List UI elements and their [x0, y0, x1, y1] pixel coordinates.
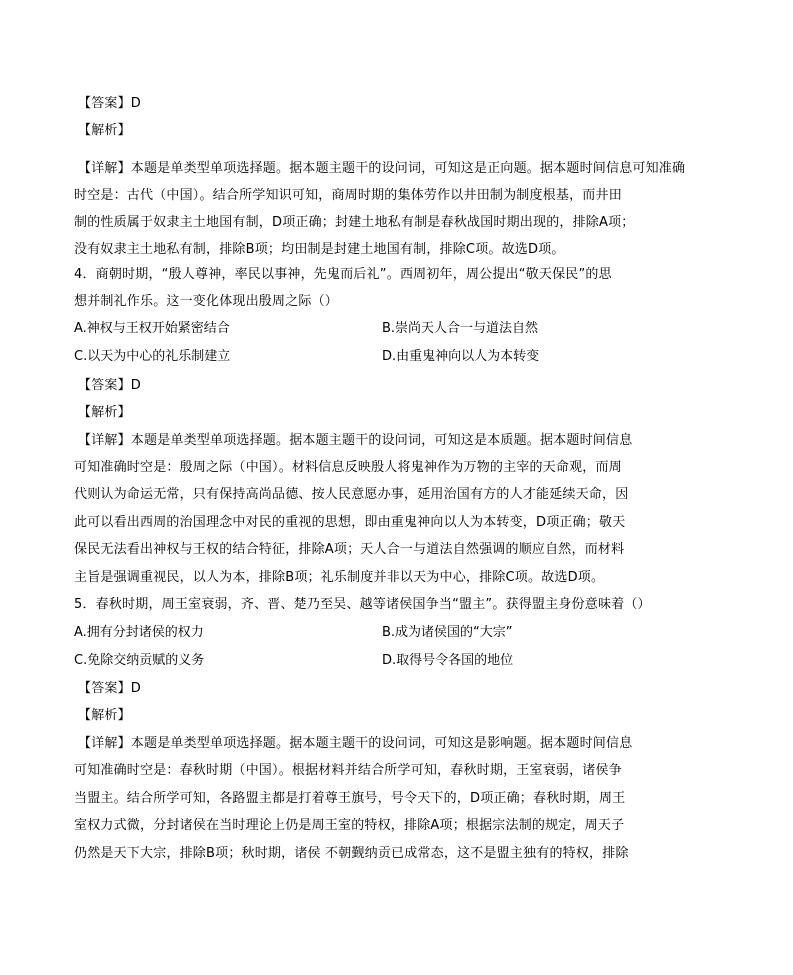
q4-option-d: D.由重鬼神向以人为本转变 — [382, 349, 540, 364]
q4-question-line-2: 想并制礼作乐。这一变化体现出殷周之际（） — [74, 294, 339, 309]
q4-question-line-1: 4．商朝时期，“殷人尊神，率民以事神，先鬼而后礼”。西周初年，周公提出“敬天保民”的思 — [74, 267, 612, 282]
q5-question-line-1: 5．春秋时期，周王室衰弱，齐、晋、楚乃至吴、越等诸侯国争当“盟主”。获得盟主身份意味着（） — [74, 597, 651, 612]
q5-detail-line-2: 可知准确时空是：春秋时期（中国）。根据材料并结合所学可知，春秋时期，王室衰弱，诸侯争 — [74, 763, 622, 778]
q3-detail-line-1: 【详解】本题是单类型单项选择题。据本题主题干的设问词，可知这是正向题。据本题时间信息可知准确 — [78, 161, 686, 176]
q4-detail-line-4: 此可以看出西周的治国理念中对民的重视的思想，即由重鬼神向以人为本转变，D项正确；敬天 — [74, 515, 626, 530]
q4-detail-line-5: 保民无法看出神权与王权的结合特征，排除A项；天人合一与道法自然强调的顺应自然，而材料 — [74, 542, 625, 557]
q3-answer: 【答案】D — [78, 96, 142, 111]
q5-detail-line-4: 室权力式微，分封诸侯在当时理论上仍是周王室的特权，排除A项；根据宗法制的规定，周天子 — [74, 818, 625, 833]
q3-analysis-label: 【解析】 — [78, 123, 131, 138]
q4-detail-line-6: 主旨是强调重视民，以人为本，排除B项；礼乐制度并非以天为中心，排除C项。故选D项。 — [74, 570, 605, 585]
q5-detail-line-3: 当盟主。结合所学可知，各路盟主都是打着尊王旗号，号令天下的，D项正确；春秋时期，周王 — [74, 791, 626, 806]
q3-detail-line-4: 没有奴隶主土地私有制，排除B项；均田制是封建土地国有制，排除C项。故选D项。 — [74, 242, 565, 257]
q4-option-c: C.以天为中心的礼乐制建立 — [74, 349, 231, 364]
q4-detail-line-3: 代则认为命运无常，只有保持高尚品德、按人民意愿办事，延用治国有方的人才能延续天命，因 — [74, 487, 629, 502]
q4-option-b: B.崇尚天人合一与道法自然 — [382, 321, 539, 336]
q5-analysis-label: 【解析】 — [78, 708, 131, 723]
q4-analysis-label: 【解析】 — [78, 405, 131, 420]
q5-option-d: D.取得号令各国的地位 — [382, 653, 514, 668]
q4-option-a: A.神权与王权开始紧密结合 — [74, 321, 230, 336]
q3-detail-line-3: 制的性质属于奴隶主土地国有制，D项正确；封建土地私有制是春秋战国时期出现的，排除A项； — [74, 215, 635, 230]
q5-detail-line-5: 仍然是天下大宗，排除B项；秋时期，诸侯 不朝觐纳贡已成常态，这不是盟主独有的特权，排除 — [74, 846, 629, 861]
q5-option-a: A.拥有分封诸侯的权力 — [74, 625, 204, 640]
q4-answer: 【答案】D — [78, 378, 142, 393]
q3-detail-line-2: 时空是：古代（中国）。结合所学知识可知，商周时期的集体劳作以井田制为制度根基，而井田 — [74, 188, 622, 203]
q4-detail-line-1: 【详解】本题是单类型单项选择题。据本题主题干的设问词，可知这是本质题。据本题时间信息 — [78, 433, 633, 448]
q5-option-c: C.免除交纳贡赋的义务 — [74, 653, 205, 668]
q4-detail-line-2: 可知准确时空是：殷周之际（中国）。材料信息反映殷人将鬼神作为万物的主宰的天命观，而周 — [74, 460, 622, 475]
q5-detail-line-1: 【详解】本题是单类型单项选择题。据本题主题干的设问词，可知这是影响题。据本题时间信息 — [78, 736, 633, 751]
q5-option-b: B.成为诸侯国的“大宗” — [382, 625, 513, 640]
q5-answer: 【答案】D — [78, 681, 142, 696]
